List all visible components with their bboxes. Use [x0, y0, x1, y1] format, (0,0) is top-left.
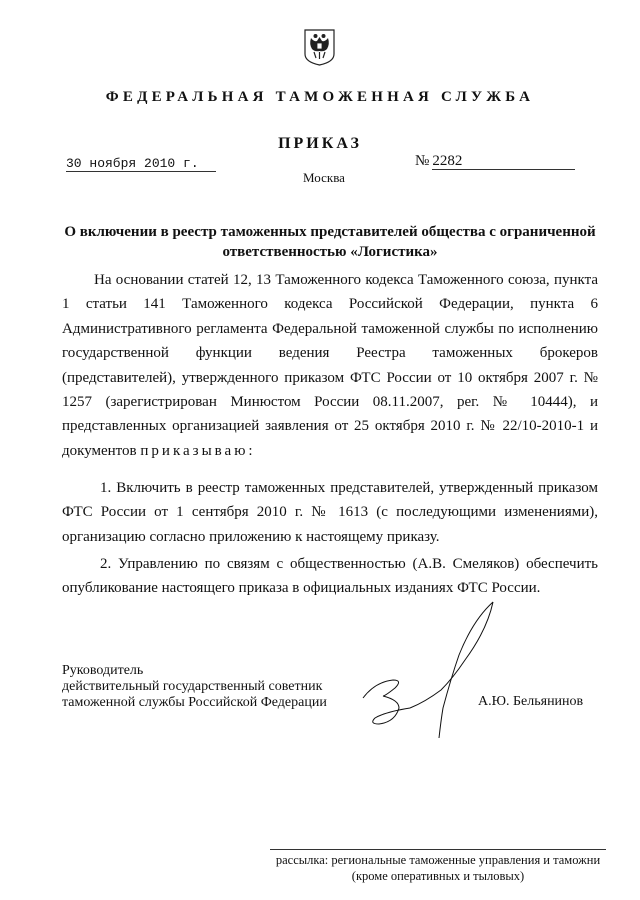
- agency-name: ФЕДЕРАЛЬНАЯ ТАМОЖЕННАЯ СЛУЖБА: [105, 89, 535, 105]
- distribution-line: (кроме оперативных и тыловых): [351, 869, 525, 883]
- number-label: №: [415, 153, 430, 169]
- directive-word: приказываю:: [140, 442, 256, 459]
- preamble-paragraph: [62, 268, 598, 463]
- order-date: 30 ноября 2010 г.: [66, 156, 216, 172]
- order-item-1: 1. Включить в реестр таможенных представителей, утвержденный приказом ФТС России от 1 сентября 2010 г. № 1613 (с последующими изменениями), организацию согласно приложению к настоящему приказу.: [62, 480, 598, 545]
- coat-of-arms-icon: [303, 28, 336, 66]
- distribution-line: рассылка: региональные таможенные управления и таможни: [275, 853, 601, 867]
- signatory-position: [62, 663, 327, 711]
- document-type: ПРИКАЗ: [278, 135, 362, 152]
- position-line: таможенной службы Российской Федерации: [62, 695, 327, 710]
- position-line: действительный государственный советник: [62, 679, 323, 694]
- distribution-list: [270, 852, 606, 884]
- number-value: 2282: [432, 153, 575, 170]
- position-line: Руководитель: [62, 663, 144, 678]
- distribution-divider: [270, 849, 606, 850]
- handwritten-signature-icon: [355, 600, 495, 740]
- order-number: [415, 153, 615, 170]
- city: Москва: [303, 170, 345, 185]
- order-subject: О включении в реестр таможенных представителей общества с ограниченной ответственностью «Логистика»: [64, 224, 596, 260]
- preamble-text: На основании статей 12, 13 Таможенного кодекса Таможенного союза, пункта 1 статьи 141 Таможенного кодекса Российской Федерации, пункта 6 Административного регламента Федеральной таможенной службы по исполнению государственной функции ведения Реестра таможенных брокеров (представителей), утвержденного приказом ФТС России от 10 октября 2007 г. № 1257 (зарегистрирован Минюстом России 08.11.2007, рег. № 10444), и представленных организацией заявления от 25 октября 2010 г. № 22/10-2010-1 и документов: [62, 272, 598, 459]
- order-item-2: 2. Управлению по связям с общественностью (А.В. Смеляков) обеспечить опубликование настоящего приказа в официальных изданиях ФТС России.: [62, 556, 598, 597]
- signatory-name: А.Ю. Бельянинов: [478, 694, 584, 709]
